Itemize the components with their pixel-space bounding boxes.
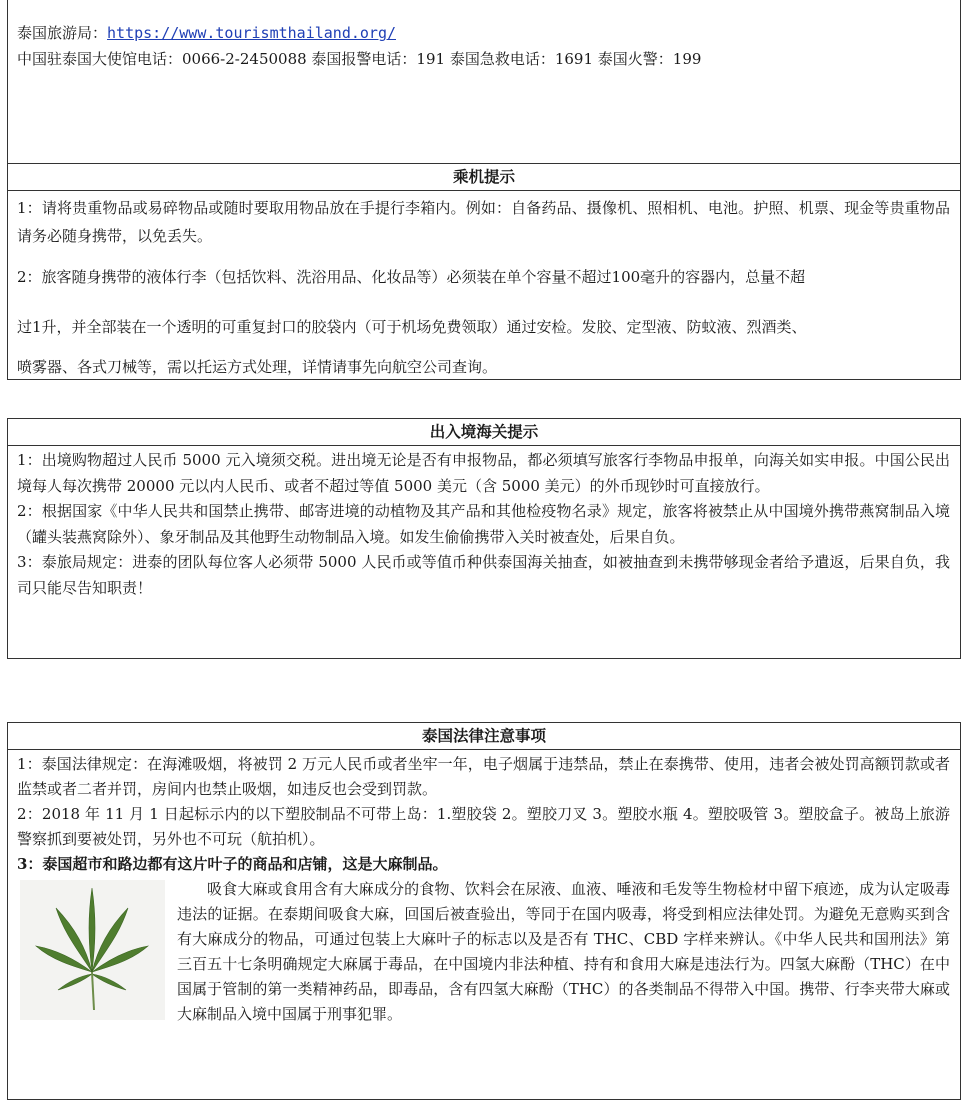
customs-tip-2: 2：根据国家《中华人民共和国禁止携带、邮寄进境的动植物及其产品和其他检疫物名录》规定，旅客将被禁止从中国境外携带燕窝制品入境（罐头装燕窝除外）、象牙制品及其他野生动物制品入境。如发生偷偷携带入关时被查处，后果自负。 — [17, 502, 950, 546]
law-tip-2: 2：2018 年 11 月 1 日起标示内的以下塑胶制品不可带上岛：1.塑胶袋 2。塑胶刀叉 3。塑胶水瓶 4。塑胶吸管 3。塑胶盒子。被岛上旅游警察抓到要被处罚，另外也不可玩（航拍机）。 — [17, 805, 950, 848]
boarding-tips-section — [7, 163, 961, 380]
thai-law-section — [7, 722, 961, 1100]
thai-law-title: 泰国法律注意事项 — [8, 723, 960, 750]
emergency-phones: 中国驻泰国大使馆电话：0066-2-2450088 泰国报警电话：191 泰国急救电话：1691 泰国火警：199 — [17, 50, 702, 68]
boarding-tip-2a: 2：旅客随身携带的液体行李（包括饮料、洗浴用品、化妆品等）必须装在单个容量不超过100毫升的容器内，总量不超 — [17, 268, 806, 286]
customs-tips-section — [7, 418, 961, 659]
tourism-bureau-link[interactable]: https://www.tourismthailand.org/ — [107, 24, 396, 42]
customs-tip-3: 3：泰旅局规定：进泰的团队每位客人必须带 5000 人民币或等值币种供泰国海关抽查，如被抽查到未携带够现金者给予遣返，后果自负，我司只能尽告知职责！ — [17, 553, 950, 597]
boarding-tip-2c: 喷雾器、各式刀械等，需以托运方式处理，详情请事先向航空公司查询。 — [17, 358, 498, 376]
law-tip-3: 3：泰国超市和路边都有这片叶子的商品和店铺，这是大麻制品。 — [17, 855, 448, 873]
customs-tips-title: 出入境海关提示 — [8, 419, 960, 446]
tourism-bureau-label: 泰国旅游局： — [17, 24, 108, 42]
customs-tip-1: 1：出境购物超过人民币 5000 元入境须交税。进出境无论是否有申报物品，都必须填写旅客行李物品申报单，向海关如实申报。中国公民出境每人每次携带 20000 元以内人民币、或者不超过等值 5000 美元（含 5000 美元）的外币现钞时可直接放行。 — [17, 451, 950, 495]
tourism-bureau-line — [17, 20, 950, 46]
boarding-tip-1: 1：请将贵重物品或易碎物品或随时要取用物品放在手提行李箱内。例如：自备药品、摄像机、照相机、电池。护照、机票、现金等贵重物品请务必随身携带，以免丢失。 — [17, 199, 950, 245]
boarding-tip-2b: 过1升，并全部装在一个透明的可重复封口的胶袋内（可于机场免费领取）通过安检。发胶、定型液、防蚊液、烈酒类、 — [17, 318, 807, 336]
contact-info-box — [7, 0, 961, 164]
cannabis-warning-text: 吸食大麻或食用含有大麻成分的食物、饮料会在尿液、血液、唾液和毛发等生物检材中留下痕迹，成为认定吸毒违法的证据。在泰期间吸食大麻，回国后被查验出，等同于在国内吸毒，将受到相应法律处罚。为避免无意购买到含有大麻成分的物品，可通过包装上大麻叶子的标志以及是否有 THC、CBD 字样来辨认。《中华人民共和国刑法》第三百五十七条明确规定大麻属于毒品，在中国境内非法种植、持有和食用大麻是违法行为。四氢大麻酚（THC）在中国属于管制的第一类精神药品，即毒品，含有四氢大麻酚（THC）的各类制品不得带入中国。携带、行李夹带大麻或大麻制品入境中国属于刑事犯罪。 — [177, 880, 950, 1023]
boarding-tips-title: 乘机提示 — [8, 164, 960, 191]
law-tip-1: 1：泰国法律规定：在海滩吸烟，将被罚 2 万元人民币或者坐牢一年，电子烟属于违禁品，禁止在泰携带、使用，违者会被处罚高额罚款或者监禁或者二者并罚，房间内也禁止吸烟，如违反也会受到罚款。 — [17, 755, 950, 798]
cannabis-leaf-icon — [20, 880, 165, 1020]
cannabis-leaf-image — [20, 880, 165, 1020]
